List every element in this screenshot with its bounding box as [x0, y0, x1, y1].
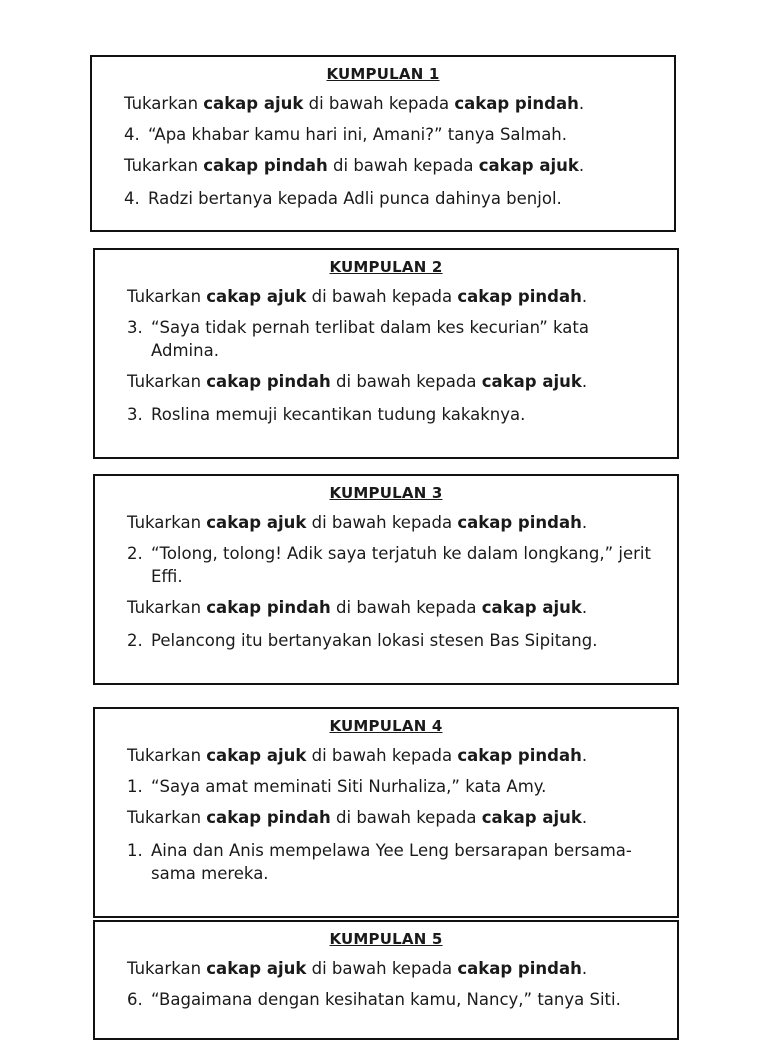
- instruction-pindah-to-ajuk: Tukarkan cakap pindah di bawah kepada cakap ajuk.: [124, 156, 585, 175]
- question-indirect-speech: [127, 403, 655, 426]
- instruction-pindah-to-ajuk: Tukarkan cakap pindah di bawah kepada cakap ajuk.: [127, 808, 588, 827]
- group-title: KUMPULAN 3: [329, 484, 443, 502]
- group-title: KUMPULAN 1: [326, 65, 440, 83]
- question-number: 4.: [124, 189, 140, 208]
- question-direct-speech: [127, 542, 655, 588]
- question-number: 3.: [127, 318, 143, 337]
- group-title: KUMPULAN 2: [329, 258, 443, 276]
- question-indirect-speech: [127, 629, 655, 652]
- question-number: 4.: [124, 125, 140, 144]
- question-indirect-speech: [127, 839, 655, 885]
- group-card-5: [93, 920, 679, 1040]
- question-indirect-speech: [124, 187, 652, 210]
- question-direct-speech: [127, 775, 655, 798]
- question-number: 2.: [127, 544, 143, 563]
- instruction-ajuk-to-pindah: Tukarkan cakap ajuk di bawah kepada cakap pindah.: [127, 287, 588, 306]
- question-direct-speech: [127, 988, 655, 1011]
- question-text: Aina dan Anis mempelawa Yee Leng bersarapan bersama-sama mereka.: [151, 841, 632, 883]
- question-text: “Saya amat meminati Siti Nurhaliza,” kata Amy.: [151, 777, 547, 796]
- question-direct-speech: [127, 316, 655, 362]
- question-number: 1.: [127, 841, 143, 860]
- question-number: 6.: [127, 990, 143, 1009]
- group-title: KUMPULAN 5: [329, 930, 443, 948]
- question-text: Radzi bertanya kepada Adli punca dahinya benjol.: [148, 189, 562, 208]
- question-text: “Tolong, tolong! Adik saya terjatuh ke dalam longkang,” jerit Effi.: [151, 544, 651, 586]
- instruction-pindah-to-ajuk: Tukarkan cakap pindah di bawah kepada cakap ajuk.: [127, 372, 588, 391]
- question-text: Pelancong itu bertanyakan lokasi stesen Bas Sipitang.: [151, 631, 598, 650]
- instruction-ajuk-to-pindah: Tukarkan cakap ajuk di bawah kepada cakap pindah.: [127, 959, 588, 978]
- question-text: “Apa khabar kamu hari ini, Amani?” tanya Salmah.: [148, 125, 568, 144]
- group-title: KUMPULAN 4: [329, 717, 443, 735]
- question-text: “Saya tidak pernah terlibat dalam kes kecurian” kata Admina.: [151, 318, 589, 360]
- question-text: “Bagaimana dengan kesihatan kamu, Nancy,” tanya Siti.: [151, 990, 621, 1009]
- question-text: Roslina memuji kecantikan tudung kakaknya.: [151, 405, 526, 424]
- instruction-ajuk-to-pindah: Tukarkan cakap ajuk di bawah kepada cakap pindah.: [127, 746, 588, 765]
- instruction-ajuk-to-pindah: Tukarkan cakap ajuk di bawah kepada cakap pindah.: [127, 513, 588, 532]
- group-card-3: [93, 474, 679, 685]
- question-number: 3.: [127, 405, 143, 424]
- question-number: 2.: [127, 631, 143, 650]
- instruction-ajuk-to-pindah: Tukarkan cakap ajuk di bawah kepada cakap pindah.: [124, 94, 585, 113]
- question-number: 1.: [127, 777, 143, 796]
- group-card-4: [93, 707, 679, 918]
- question-direct-speech: [124, 123, 652, 146]
- group-card-1: [90, 55, 676, 232]
- instruction-pindah-to-ajuk: Tukarkan cakap pindah di bawah kepada cakap ajuk.: [127, 598, 588, 617]
- group-card-2: [93, 248, 679, 459]
